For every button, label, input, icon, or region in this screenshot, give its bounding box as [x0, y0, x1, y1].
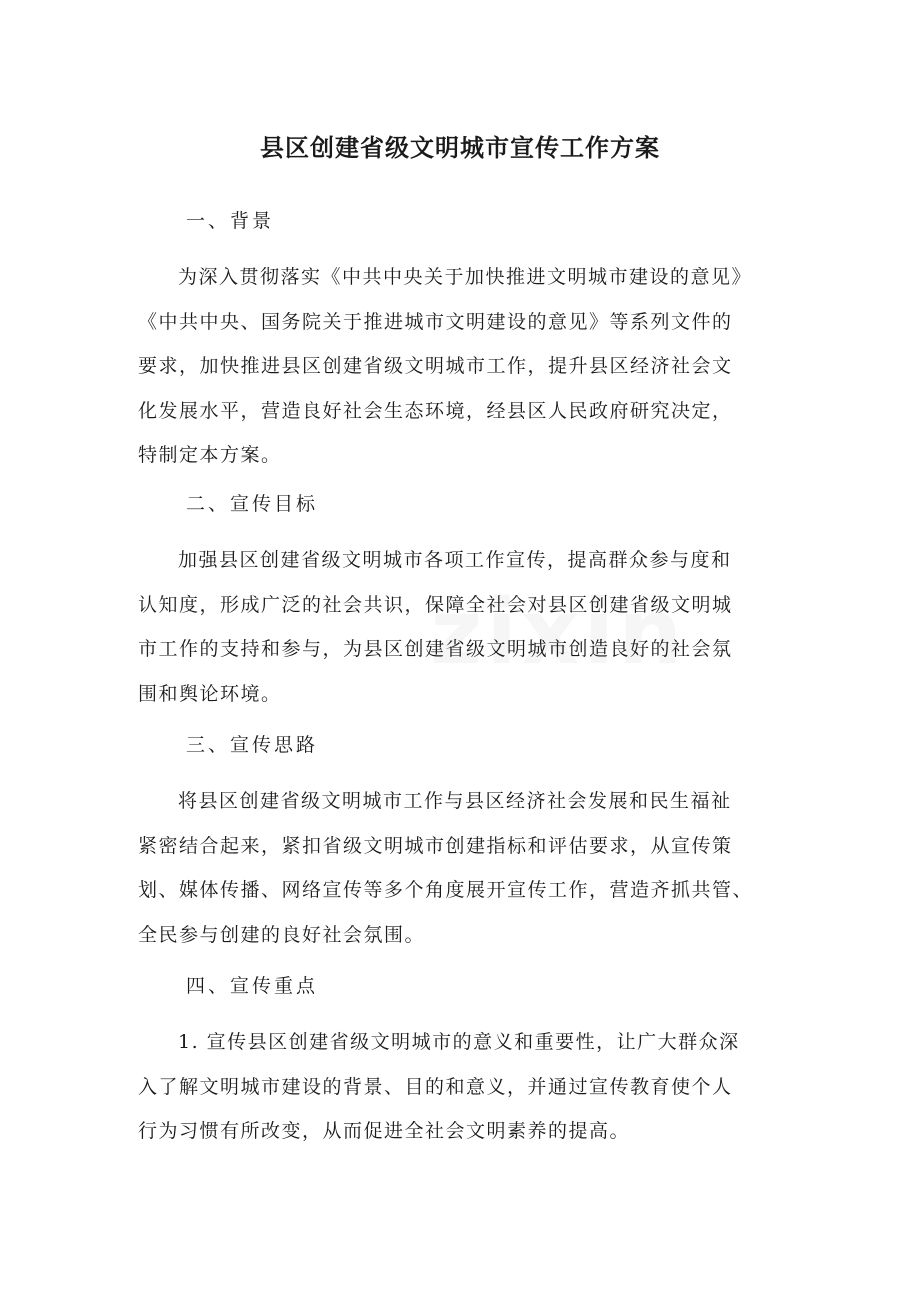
- section-paragraph-focus: [138, 1020, 798, 1154]
- paragraph-line: 划、媒体传播、网络宣传等多个角度展开宣传工作，营造齐抓共管、: [138, 879, 754, 901]
- paragraph-line: 入了解文明城市建设的背景、目的和意义，并通过宣传教育使个人: [138, 1075, 733, 1098]
- paragraph-line: 为深入贯彻落实《中共中央关于加快推进文明城市建设的意见》: [178, 266, 753, 288]
- paragraph-line: 《中共中央、国务院关于推进城市文明建设的意见》等系列文件的: [138, 310, 733, 333]
- paragraph-line: 要求，加快推进县区创建省级文明城市工作，提升县区经济社会文: [138, 355, 733, 377]
- paragraph-line: 认知度，形成广泛的社会共识，保障全社会对县区创建省级文明城: [138, 593, 733, 616]
- paragraph-line: 全民参与创建的良好社会氛围。: [138, 923, 426, 946]
- paragraph-line: 加强县区创建省级文明城市各项工作宣传，提高群众参与度和: [178, 549, 732, 571]
- paragraph-line: 围和舆论环境。: [138, 682, 282, 705]
- section-paragraph-goals: [138, 538, 798, 716]
- paragraph-line: 市工作的支持和参与，为县区创建省级文明城市创造良好的社会氛: [138, 638, 733, 660]
- section-paragraph-approach: [138, 779, 798, 957]
- document-title: 县区创建省级文明城市宣传工作方案: [260, 134, 660, 162]
- paragraph-line: 紧密结合起来，紧扣省级文明城市创建指标和评估要求，从宣传策: [138, 834, 733, 857]
- paragraph-line: 特制定本方案。: [138, 444, 282, 466]
- section-heading-focus: 四、宣传重点: [186, 975, 319, 997]
- paragraph-line: 化发展水平，营造良好社会生态环境，经县区人民政府研究决定，: [138, 399, 733, 422]
- section-paragraph-background: [138, 255, 798, 478]
- section-heading-background: 一、背景: [186, 210, 275, 232]
- paragraph-line: 1. 宣传县区创建省级文明城市的意义和重要性，让广大群众深: [178, 1031, 740, 1053]
- section-heading-goals: 二、宣传目标: [186, 493, 319, 515]
- section-heading-approach: 三、宣传思路: [186, 734, 319, 756]
- paragraph-line: 将县区创建省级文明城市工作与县区经济社会发展和民生福祉: [178, 790, 732, 812]
- paragraph-line: 行为习惯有所改变，从而促进全社会文明素养的提高。: [138, 1120, 631, 1142]
